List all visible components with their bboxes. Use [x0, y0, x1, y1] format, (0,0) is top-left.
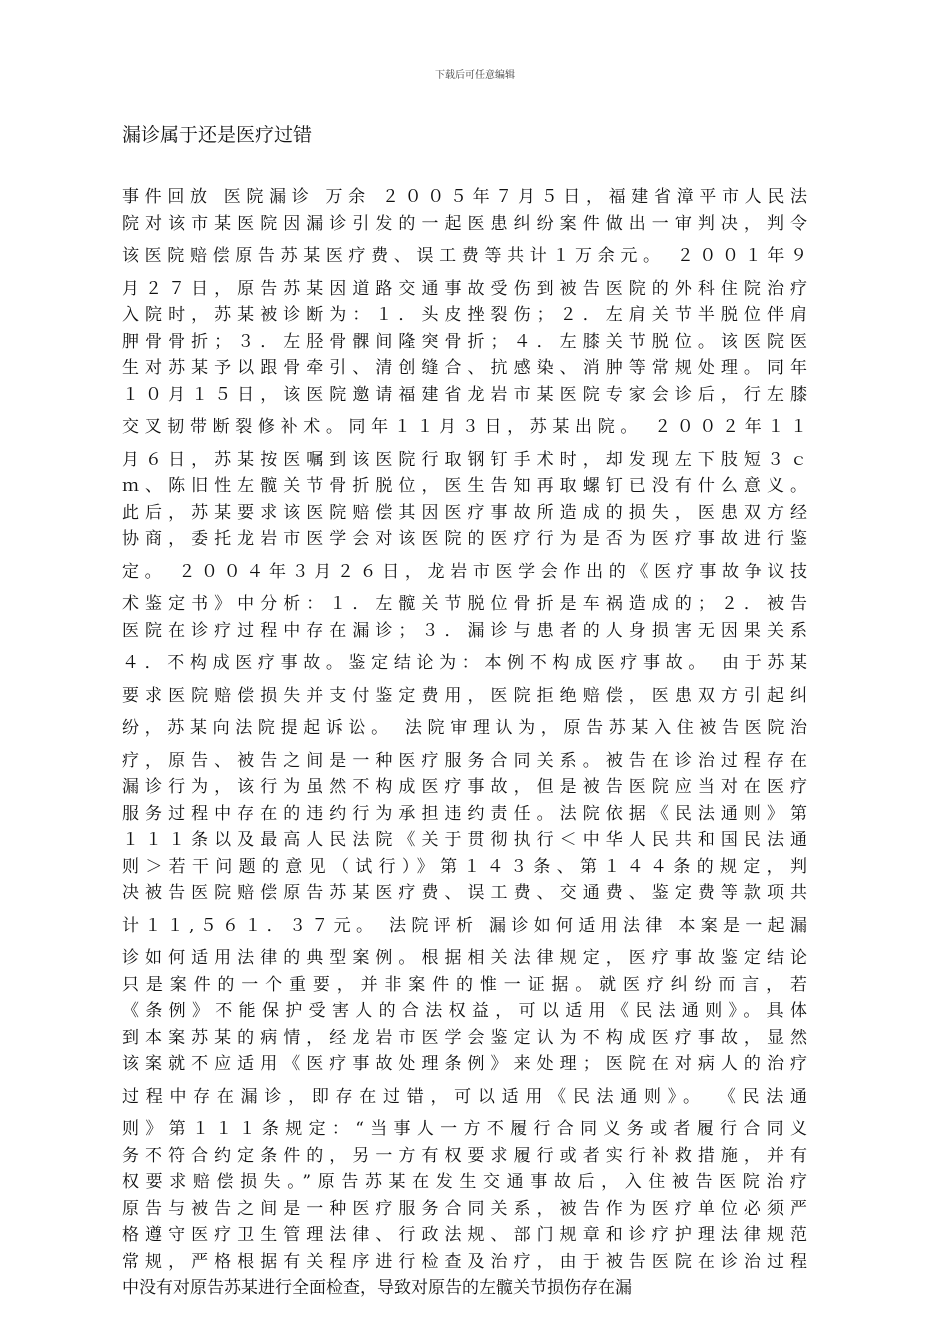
body-line: 则》第１１１条规定：“当事人一方不履行合同义务或者履行合同义 — [122, 1119, 807, 1139]
body-line: 医院在诊疗过程中存在漏诊；３．漏诊与患者的人身损害无因果关系 — [122, 620, 807, 641]
body-line: 计１１,５６１．３７元。 法院评析 漏诊如何适用法律 本案是一起漏 — [122, 915, 807, 936]
body-line: １０月１５日，该医院邀请福建省龙岩市某医院专家会诊后，行左膝 — [122, 384, 807, 405]
body-line: 入院时，苏某被诊断为：１．头皮挫裂伤；２．左肩关节半脱位伴肩 — [122, 305, 807, 325]
body-line: 交叉韧带断裂修补术。同年１１月３日，苏某出院。 ２００２年１１ — [122, 417, 807, 437]
body-line: 诊如何适用法律的典型案例。根据相关法律规定，医疗事故鉴定结论 — [122, 948, 807, 968]
body-line: １１１条以及最高人民法院《关于贯彻执行＜中华人民共和国民法通 — [122, 830, 807, 850]
body-line: 要求医院赔偿损失并支付鉴定费用，医院拒绝赔偿，医患双方引起纠 — [122, 685, 807, 706]
body-line: 只是案件的一个重要，并非案件的惟一证据。就医疗纠纷而言，若 — [122, 974, 807, 995]
body-line: 纷，苏某向法院提起诉讼。 法院审理认为，原告苏某入住被告医院治 — [122, 718, 807, 738]
body-line: 疗，原告、被告之间是一种医疗服务合同关系。被告在诊治过程存在 — [122, 750, 807, 771]
document-title: 漏诊属于还是医疗过错 — [122, 124, 313, 146]
header-note: 下载后可任意编辑 — [435, 70, 515, 81]
body-line: 务不符合约定条件的，另一方有权要求履行或者实行补救措施，并有 — [122, 1145, 807, 1166]
body-line: ｍ、陈旧性左髋关节骨折脱位，医生告知再取螺钉已没有什么意义。 — [122, 476, 807, 496]
body-line: 过程中存在漏诊，即存在过错，可以适用《民法通则》。 《民法通 — [122, 1086, 807, 1107]
body-line: 常规，严格根据有关程序进行检查及治疗，由于被告医院在诊治过程 — [122, 1251, 807, 1272]
body-line: 到本案苏某的病情，经龙岩市医学会鉴定认为不构成医疗事故，显然 — [122, 1027, 807, 1048]
body-line: 事件回放 医院漏诊 万余 ２００５年７月５日，福建省漳平市人民法 — [122, 187, 807, 207]
body-line: 该案就不应适用《医疗事故处理条例》来处理；医院在对病人的治疗 — [122, 1054, 807, 1074]
body-line: 权要求赔偿损失。”原告苏某在发生交通事故后，入住被告医院治疗 — [122, 1172, 807, 1192]
body-line: 术鉴定书》中分析：１．左髋关节脱位骨折是车祸造成的；２．被告 — [122, 594, 807, 614]
body-line: 月２７日，原告苏某因道路交通事故受伤到被告医院的外科住院治疗 — [122, 278, 807, 299]
body-line: 漏诊行为，该行为虽然不构成医疗事故，但是被告医院应当对在医疗 — [122, 777, 807, 797]
body-line: 格遵守医疗卫生管理法律、行政法规、部门规章和诊疗护理法律规范 — [122, 1225, 807, 1245]
body-line: 中没有对原告苏某进行全面检查，导致对原告的左髋关节损伤存在漏 — [122, 1278, 632, 1298]
body-line: 协商，委托龙岩市医学会对该医院的医疗行为是否为医疗事故进行鉴 — [122, 529, 807, 549]
body-line: 此后，苏某要求该医院赔偿其因医疗事故所造成的损失，医患双方经 — [122, 502, 807, 523]
body-line: 定。 ２００４年３月２６日，龙岩市医学会作出的《医疗事故争议技 — [122, 561, 807, 582]
document-body — [122, 184, 807, 1302]
body-line: 该医院赔偿原告苏某医疗费、误工费等共计１万余元。 ２００１年９ — [122, 246, 807, 266]
body-line: 则＞若干问题的意见（试行）》第１４３条、第１４４条的规定，判 — [122, 856, 807, 877]
body-line: 胛骨骨折；３．左胫骨髁间隆突骨折；４．左膝关节脱位。该医院医 — [122, 331, 807, 352]
body-line: 院对该市某医院因漏诊引发的一起医患纠纷案件做出一审判决，判令 — [122, 213, 807, 234]
body-line: 生对苏某予以跟骨牵引、清创缝合、抗感染、消肿等常规处理。同年 — [122, 358, 807, 378]
body-line: 原告与被告之间是一种医疗服务合同关系，被告作为医疗单位必须严 — [122, 1198, 807, 1219]
body-line: 《条例》不能保护受害人的合法权益，可以适用《民法通则》。具体 — [122, 1001, 807, 1021]
body-line: 月６日，苏某按医嘱到该医院行取钢钉手术时，却发现左下肢短３ｃ — [122, 449, 807, 470]
body-line: 服务过程中存在的违约行为承担违约责任。法院依据《民法通则》第 — [122, 803, 807, 824]
body-line: ４．不构成医疗事故。鉴定结论为：本例不构成医疗事故。 由于苏某 — [122, 653, 807, 673]
body-line: 决被告医院赔偿原告苏某医疗费、误工费、交通费、鉴定费等款项共 — [122, 883, 807, 903]
